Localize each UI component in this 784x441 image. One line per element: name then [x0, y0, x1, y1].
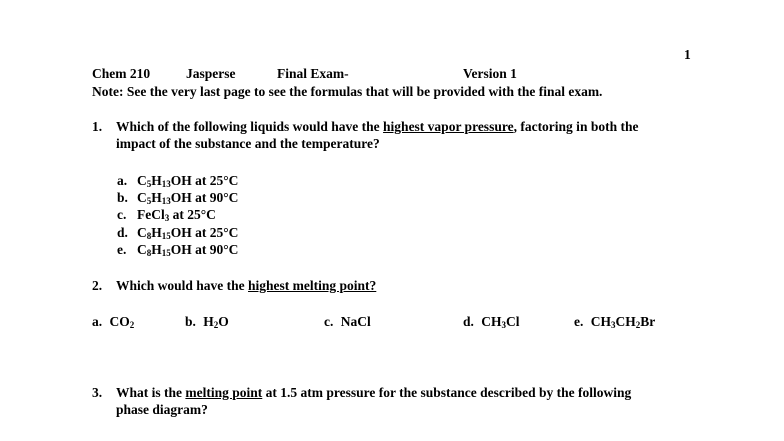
option-formula-subscript: 3: [164, 213, 170, 223]
option-formula-part: C: [137, 225, 147, 240]
page-number: 1: [684, 47, 691, 62]
option-formula-part: H: [151, 190, 162, 205]
q2-option-b[interactable]: [185, 314, 229, 330]
option-formula-subscript: 2: [129, 320, 135, 330]
q2-number: 2.: [92, 278, 103, 293]
q3-text: [116, 385, 631, 401]
q1-option-b[interactable]: [117, 190, 238, 206]
q2-option-a[interactable]: [92, 314, 134, 330]
option-formula-part: OH: [170, 242, 192, 257]
option-formula-part: H: [151, 225, 162, 240]
option-formula-subscript: 3: [501, 320, 507, 330]
q3-number: 3.: [92, 385, 103, 400]
option-formula-part: OH: [170, 190, 192, 205]
option-formula-subscript: 15: [161, 248, 171, 258]
option-letter: c.: [117, 207, 127, 222]
option-formula-subscript: 2: [635, 320, 641, 330]
option-formula-part: OH: [170, 173, 192, 188]
option-formula-subscript: 13: [161, 196, 171, 206]
q1-number: 1.: [92, 119, 103, 134]
option-letter: b.: [117, 190, 128, 205]
q3-key-phrase: melting point: [185, 385, 263, 400]
option-formula-subscript: 8: [146, 231, 152, 241]
option-formula-part: CO: [109, 314, 130, 329]
option-formula-subscript: 5: [146, 196, 152, 206]
option-formula-part: FeCl: [137, 207, 165, 222]
q2-text-before: Which would have the: [116, 278, 249, 293]
instructor-name: Jasperse: [186, 66, 236, 81]
option-letter: d.: [117, 225, 128, 240]
q2-option-e[interactable]: [574, 314, 655, 330]
option-formula-part: H: [151, 173, 162, 188]
q1-text-line2: impact of the substance and the temperature?: [116, 136, 380, 151]
option-formula-part: OH: [170, 225, 192, 240]
option-formula-subscript: 3: [611, 320, 616, 330]
option-formula-part: CH: [615, 314, 636, 329]
option-formula-part: H: [151, 242, 162, 257]
option-formula-part: CH: [590, 314, 611, 329]
option-formula-subscript: 5: [146, 179, 152, 189]
option-condition: at 25°C: [191, 225, 239, 240]
q3-text-line2: phase diagram?: [116, 402, 208, 417]
option-condition: at 90°C: [191, 242, 239, 257]
option-formula-part: Br: [640, 314, 656, 329]
q2-option-d[interactable]: [463, 314, 520, 330]
option-letter: e.: [574, 314, 587, 329]
option-letter: e.: [117, 242, 127, 257]
q1-text: [116, 119, 638, 135]
option-formula-part: CH: [481, 314, 502, 329]
q2-text: [116, 278, 376, 294]
q1-text-before: Which of the following liquids would have the: [116, 119, 384, 134]
option-letter: b.: [185, 314, 200, 329]
option-formula-subscript: 13: [161, 179, 171, 189]
q1-option-c[interactable]: [117, 207, 216, 223]
option-formula-part: O: [218, 314, 229, 329]
q1-text-after: , factoring in both the: [513, 119, 639, 134]
option-condition: at 90°C: [191, 190, 239, 205]
exam-title: Final Exam-: [277, 66, 349, 81]
option-formula-part: NaCl: [340, 314, 371, 329]
option-formula-subscript: 8: [146, 248, 152, 258]
option-letter: c.: [324, 314, 337, 329]
q1-option-d[interactable]: [117, 225, 238, 241]
course-name: Chem 210: [92, 66, 151, 81]
exam-note: Note: See the very last page to see the formulas that will be provided with the final exam.: [92, 84, 603, 99]
q2-key-phrase: highest melting point?: [248, 278, 377, 293]
q3-text-before: What is the: [116, 385, 186, 400]
option-letter: a.: [117, 173, 128, 188]
option-letter: a.: [92, 314, 106, 329]
option-condition: at 25°C: [191, 173, 239, 188]
q1-option-a[interactable]: [117, 173, 238, 189]
q3-text-after: at 1.5 atm pressure for the substance described by the following: [262, 385, 632, 400]
option-formula-part: C: [137, 173, 147, 188]
q1-key-phrase: highest vapor pressure: [383, 119, 514, 134]
option-formula-part: H: [203, 314, 214, 329]
option-formula-part: C: [137, 242, 147, 257]
option-formula-subscript: 2: [213, 320, 219, 330]
exam-version: Version 1: [463, 66, 517, 81]
q2-option-c[interactable]: [324, 314, 371, 330]
option-formula-part: C: [137, 190, 147, 205]
option-formula-subscript: 15: [161, 231, 171, 241]
option-condition: at 25°C: [169, 207, 216, 222]
option-formula-part: Cl: [506, 314, 520, 329]
option-letter: d.: [463, 314, 478, 329]
q1-option-e[interactable]: [117, 242, 238, 258]
